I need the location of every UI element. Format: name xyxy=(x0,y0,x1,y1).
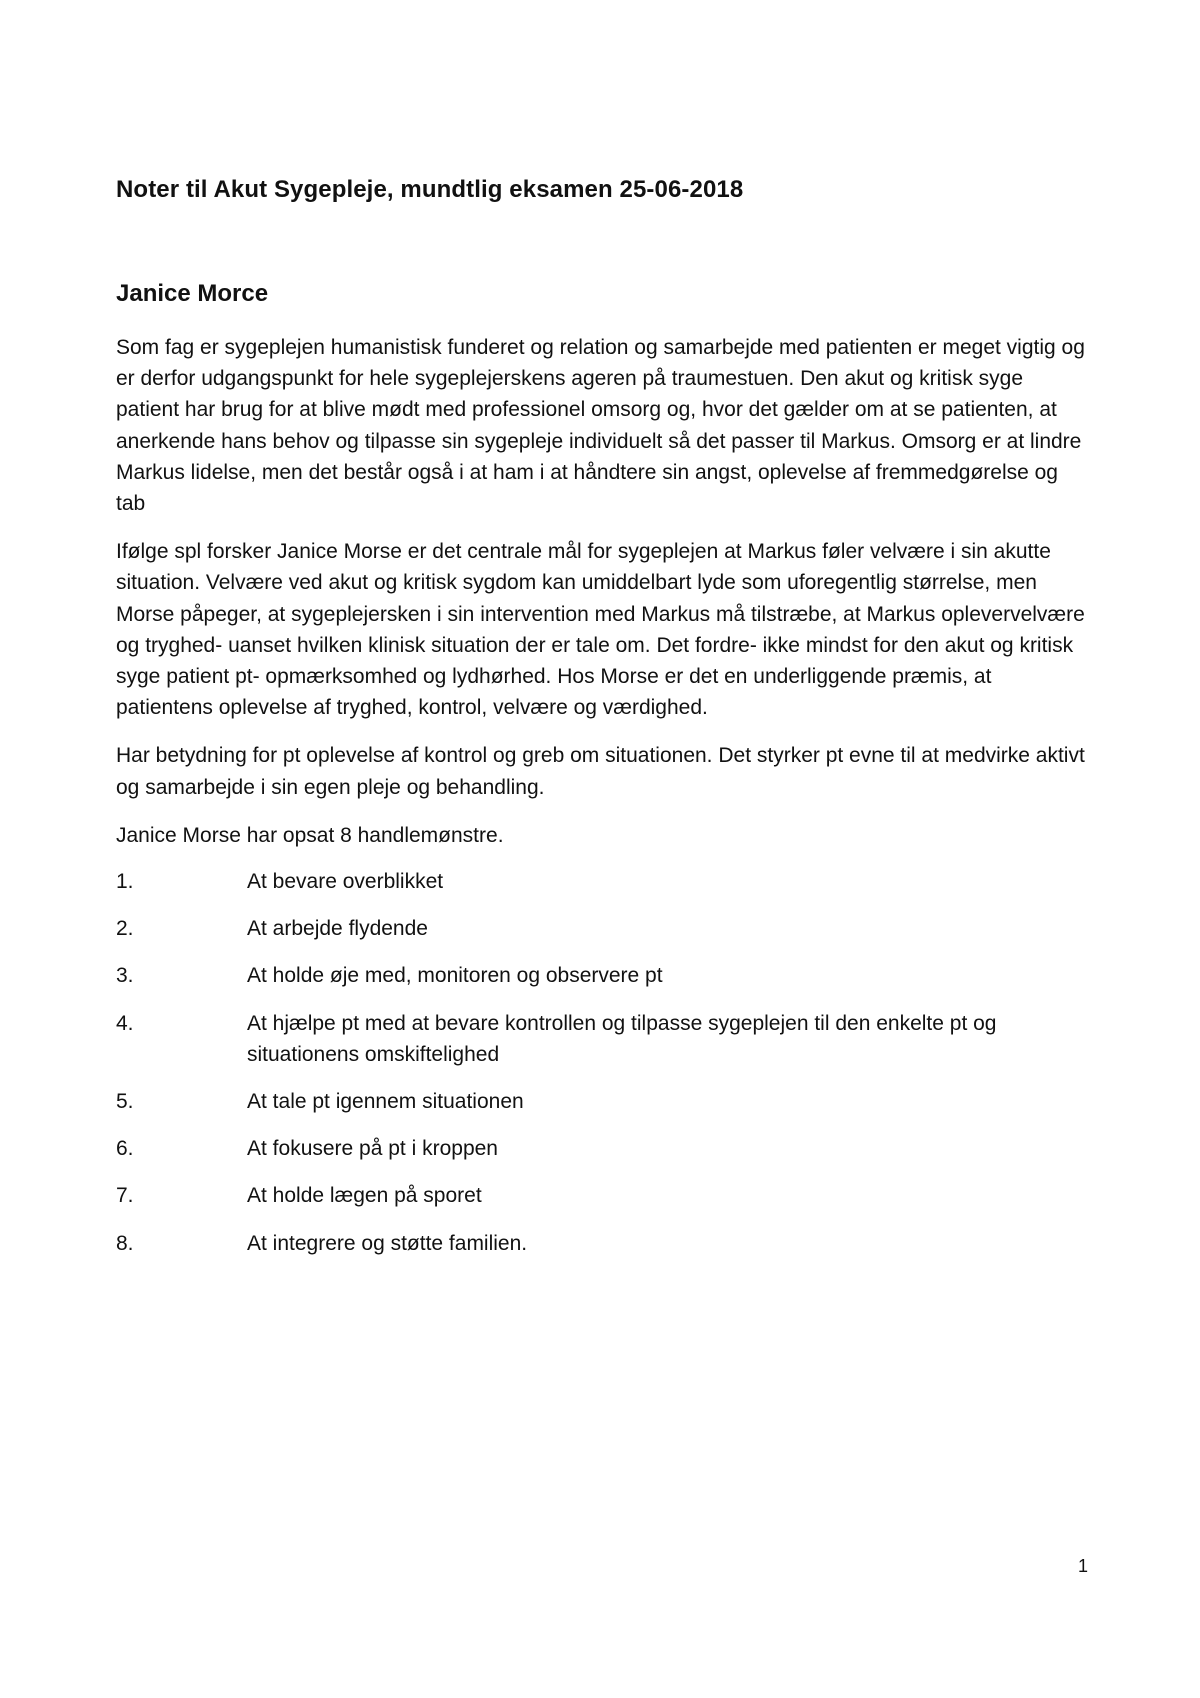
list-item-number: 4. xyxy=(116,1011,134,1035)
section-heading: Janice Morce xyxy=(116,280,269,307)
list-item-number: 2. xyxy=(116,917,134,941)
list-item-text: At fokusere på pt i kroppen xyxy=(247,1137,498,1161)
list-item xyxy=(116,1180,1086,1211)
paragraph: Ifølge spl forsker Janice Morse er det centrale mål for sygeplejen at Markus føler velvære i sin akutte situation. Velvære ved akut og kritisk sygdom kan umiddelbart lyde som uforegentlig størrelse, men Morse påpeger, at sygeplejersken i sin intervention med Markus må tilstræbe, at Markus oplevervelvære og tryghed- uanset hvilken klinisk situation der er tale om. Det fordre- ikke mindst for den akut og kritisk syge patient pt- opmærksomhed og lydhørhed. Hos Morse er det en underliggende præmis, at patientens oplevelse af tryghed, kontrol, velvære og værdighed. xyxy=(116,540,1085,720)
list-item xyxy=(116,960,1086,991)
paragraph: Har betydning for pt oplevelse af kontrol og greb om situationen. Det styrker pt evne til at medvirke aktivt og samarbejde i sin egen pleje og behandling. xyxy=(116,744,1085,799)
list-item-text: At hjælpe pt med at bevare kontrollen og tilpasse sygeplejen til den enkelte pt og situationens omskiftelighed xyxy=(247,1011,997,1066)
list-item xyxy=(116,1228,1086,1259)
list-item xyxy=(116,1008,1086,1070)
list-item xyxy=(116,913,1086,944)
list-item-text: At holde øje med, monitoren og observere pt xyxy=(247,964,663,988)
list-item-text: At integrere og støtte familien. xyxy=(247,1231,528,1255)
paragraph: Som fag er sygeplejen humanistisk funderet og relation og samarbejde med patienten er meget vigtig og er derfor udgangspunkt for hele sygeplejerskens ageren på traumestuen. Den akut og kritisk syge patient har brug for at blive mødt med professionel omsorg og, hvor det gælder om at se patienten, at anerkende hans behov og tilpasse sin sygepleje individuelt så det passer til Markus. Omsorg er at lindre Markus lidelse, men det består også i at ham i at håndtere sin angst, oplevelse af fremmedgørelse og tab xyxy=(116,336,1085,516)
list-item-number: 8. xyxy=(116,1231,134,1255)
list-item-number: 3. xyxy=(116,964,134,988)
page-number: 1 xyxy=(1078,1556,1089,1576)
list-item xyxy=(116,1086,1086,1117)
list-item-number: 7. xyxy=(116,1184,134,1208)
list-item-number: 5. xyxy=(116,1090,134,1114)
list-item-number: 1. xyxy=(116,870,134,894)
list-item-text: At bevare overblikket xyxy=(247,870,444,894)
document-body xyxy=(116,332,1086,1275)
document-title: Noter til Akut Sygepleje, mundtlig eksamen 25-06-2018 xyxy=(116,176,744,203)
list-item-text: At holde lægen på sporet xyxy=(247,1184,482,1208)
list-item-text: At arbejde flydende xyxy=(247,917,428,941)
list-item xyxy=(116,1133,1086,1164)
list-intro: Janice Morse har opsat 8 handlemønstre. xyxy=(116,823,504,847)
list-item xyxy=(116,866,1086,897)
list-item-text: At tale pt igennem situationen xyxy=(247,1090,524,1114)
handling-patterns-list xyxy=(116,866,1086,1259)
list-item-number: 6. xyxy=(116,1137,134,1161)
